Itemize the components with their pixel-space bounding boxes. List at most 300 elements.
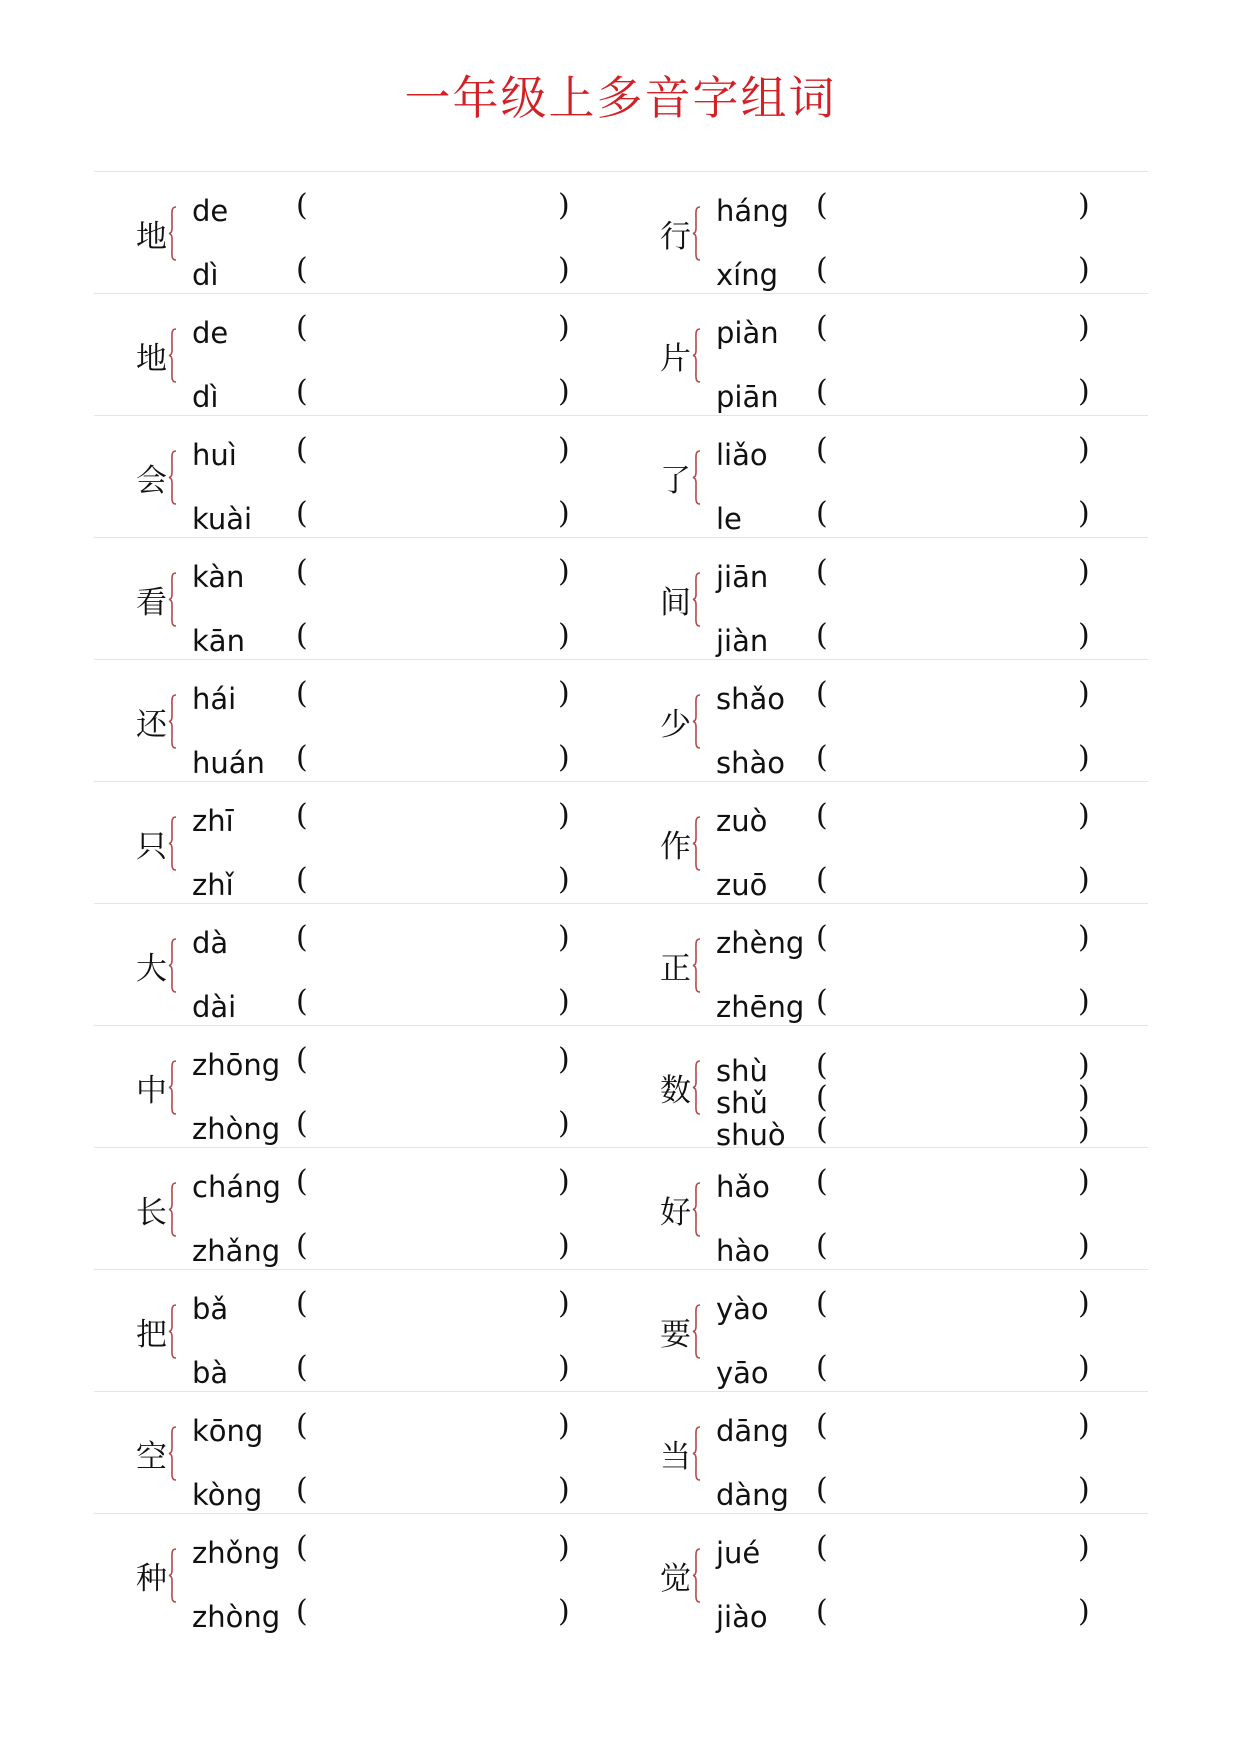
readings-group [716,1148,1146,1269]
readings-group [716,294,1146,415]
open-paren: ( [816,1530,828,1565]
open-paren: ( [296,984,308,1019]
pinyin-label: shǔ [716,1086,768,1120]
table-row [94,1513,1148,1635]
close-paren: ) [1078,1286,1090,1321]
open-paren: ( [816,798,828,833]
close-paren: ) [1078,920,1090,955]
pinyin-label: dāng [716,1414,789,1448]
close-paren: ) [1078,1164,1090,1199]
reading-line [192,374,622,418]
brace-icon [168,450,177,505]
open-paren: ( [296,1408,308,1443]
hanzi-char: 间 [660,585,691,621]
open-paren: ( [816,1286,828,1321]
open-paren: ( [296,1472,308,1507]
close-paren: ) [1078,496,1090,531]
open-paren: ( [816,554,828,589]
page-title: 一年级上多音字组词 [404,71,837,125]
polyphone-entry [618,782,1145,903]
open-paren: ( [296,310,308,345]
reading-line [192,1472,622,1516]
reading-line [192,1228,622,1272]
open-paren: ( [296,496,308,531]
brace-icon [692,450,701,505]
table-row [94,1391,1148,1513]
hanzi-char: 只 [136,829,167,865]
brace-icon [168,1182,177,1237]
table-row [94,1269,1148,1391]
readings-group [192,782,622,903]
pinyin-label: zuō [716,868,768,902]
open-paren: ( [296,676,308,711]
brace-icon [692,328,701,383]
pinyin-label: hǎo [716,1170,770,1204]
readings-group [716,172,1146,293]
reading-line [716,1228,1146,1272]
hanzi-char: 把 [136,1317,167,1353]
reading-line [716,1408,1146,1452]
open-paren: ( [816,432,828,467]
brace-icon [168,328,177,383]
open-paren: ( [816,252,828,287]
pinyin-label: kōng [192,1414,264,1448]
pinyin-label: zhèng [716,926,805,960]
open-paren: ( [296,1164,308,1199]
reading-line [716,676,1146,720]
table-row [94,903,1148,1025]
hanzi-char: 大 [136,951,167,987]
close-paren: ) [558,1228,570,1263]
pinyin-label: de [192,194,229,228]
close-paren: ) [1078,1594,1090,1629]
readings-group [192,1270,622,1391]
reading-line [716,554,1146,598]
open-paren: ( [816,676,828,711]
polyphone-entry [94,172,621,293]
open-paren: ( [296,1286,308,1321]
close-paren: ) [558,798,570,833]
polyphone-entry [618,294,1145,415]
polyphone-entry [94,1392,621,1513]
open-paren: ( [816,1594,828,1629]
open-paren: ( [296,374,308,409]
reading-line [192,740,622,784]
close-paren: ) [1078,374,1090,409]
brace-icon [692,1182,701,1237]
open-paren: ( [296,1350,308,1385]
pinyin-label: yào [716,1292,769,1326]
polyphone-entry [94,1026,621,1147]
reading-line [192,676,622,720]
reading-line [192,862,622,906]
hanzi-char: 空 [136,1439,167,1475]
brace-icon [692,816,701,871]
reading-line [716,984,1146,1028]
polyphone-entry [94,782,621,903]
table-row [94,1147,1148,1269]
brace-icon [168,1548,177,1603]
reading-line [192,1530,622,1574]
close-paren: ) [1078,740,1090,775]
open-paren: ( [296,188,308,223]
reading-line [716,252,1146,296]
brace-icon [692,206,701,261]
polyphone-entry [618,416,1145,537]
open-paren: ( [296,920,308,955]
readings-group [192,660,622,781]
close-paren: ) [558,1286,570,1321]
reading-line [716,920,1146,964]
pinyin-label: shù [716,1054,768,1088]
hanzi-char: 长 [136,1195,167,1231]
reading-line [192,496,622,540]
polyphone-entry [618,660,1145,781]
close-paren: ) [558,1164,570,1199]
hanzi-char: 会 [136,463,167,499]
open-paren: ( [296,740,308,775]
polyphone-entry [94,1148,621,1269]
close-paren: ) [558,740,570,775]
pinyin-label: piàn [716,316,779,350]
pinyin-label: zhǒng [192,1536,281,1570]
close-paren: ) [558,1106,570,1141]
hanzi-char: 地 [136,219,167,255]
polyphone-entry [94,416,621,537]
reading-line [192,252,622,296]
pinyin-label: liǎo [716,438,768,472]
open-paren: ( [296,252,308,287]
pinyin-label: jué [716,1536,761,1570]
reading-line [716,1164,1146,1208]
close-paren: ) [1078,862,1090,897]
open-paren: ( [816,862,828,897]
hanzi-char: 数 [660,1073,691,1109]
table-row [94,537,1148,659]
pinyin-label: zuò [716,804,768,838]
reading-line [716,1350,1146,1394]
readings-group [192,904,622,1025]
close-paren: ) [558,252,570,287]
open-paren: ( [816,1350,828,1385]
hanzi-char: 行 [660,219,691,255]
close-paren: ) [558,432,570,467]
readings-group [192,172,622,293]
close-paren: ) [558,618,570,653]
polyphone-entry [94,1514,621,1635]
polyphone-entry [94,1270,621,1391]
hanzi-char: 还 [136,707,167,743]
close-paren: ) [558,1530,570,1565]
reading-line [192,1350,622,1394]
reading-line [192,554,622,598]
polyphone-entry [618,1392,1145,1513]
open-paren: ( [296,1106,308,1141]
hanzi-char: 觉 [660,1561,691,1597]
close-paren: ) [1078,1112,1090,1147]
hanzi-char: 要 [660,1317,691,1353]
close-paren: ) [558,984,570,1019]
pinyin-label: zhī [192,804,234,838]
close-paren: ) [1078,618,1090,653]
brace-icon [168,938,177,993]
open-paren: ( [296,862,308,897]
reading-line [716,310,1146,354]
hanzi-char: 地 [136,341,167,377]
reading-line [716,496,1146,540]
close-paren: ) [1078,1228,1090,1263]
pinyin-label: jiào [716,1600,768,1634]
pinyin-label: hào [716,1234,770,1268]
open-paren: ( [296,798,308,833]
pinyin-label: zhòng [192,1600,281,1634]
reading-line [192,1408,622,1452]
polyphone-entry [618,1148,1145,1269]
reading-line [716,432,1146,476]
close-paren: ) [558,1472,570,1507]
close-paren: ) [558,496,570,531]
reading-line [716,1530,1146,1574]
table-row [94,781,1148,903]
table-row [94,171,1148,293]
close-paren: ) [1078,984,1090,1019]
close-paren: ) [1078,554,1090,589]
brace-icon [168,694,177,749]
close-paren: ) [1078,798,1090,833]
pinyin-label: zhōng [192,1048,281,1082]
readings-group [716,904,1146,1025]
hanzi-char: 片 [660,341,691,377]
close-paren: ) [558,310,570,345]
table-row [94,659,1148,781]
reading-line [716,1594,1146,1638]
hanzi-char: 好 [660,1195,691,1231]
readings-group [716,660,1146,781]
pinyin-label: huán [192,746,265,780]
hanzi-char: 少 [660,707,691,743]
pinyin-label: shǎo [716,682,786,716]
reading-line [192,984,622,1028]
open-paren: ( [816,1048,828,1083]
reading-line [192,1164,622,1208]
readings-group [192,538,622,659]
hanzi-char: 中 [136,1073,167,1109]
hanzi-char: 看 [136,585,167,621]
open-paren: ( [816,1080,828,1115]
reading-line [192,1106,622,1150]
readings-group [192,416,622,537]
readings-group [192,1392,622,1513]
open-paren: ( [816,1408,828,1443]
hanzi-char: 当 [660,1439,691,1475]
close-paren: ) [558,374,570,409]
readings-group [192,1148,622,1269]
open-paren: ( [296,432,308,467]
reading-line [192,798,622,842]
polyphone-entry [618,1026,1145,1152]
readings-group [716,1026,1146,1152]
brace-icon [168,572,177,627]
table-row [94,1025,1148,1152]
open-paren: ( [816,374,828,409]
reading-line [192,432,622,476]
close-paren: ) [558,188,570,223]
reading-line [192,1286,622,1330]
reading-line [716,798,1146,842]
pinyin-label: dì [192,380,219,414]
polyphone-entry [618,904,1145,1025]
reading-line [716,618,1146,662]
close-paren: ) [1078,1408,1090,1443]
open-paren: ( [816,310,828,345]
close-paren: ) [558,1042,570,1077]
pinyin-label: cháng [192,1170,281,1204]
close-paren: ) [1078,1080,1090,1115]
reading-line [716,188,1146,232]
readings-group [192,294,622,415]
reading-line [716,1286,1146,1330]
close-paren: ) [1078,676,1090,711]
brace-icon [168,1426,177,1481]
hanzi-char: 正 [660,951,691,987]
pinyin-label: le [716,502,742,536]
pinyin-label: dàng [716,1478,789,1512]
table-row [94,415,1148,537]
open-paren: ( [296,1594,308,1629]
pinyin-label: jiàn [716,624,769,658]
brace-icon [168,1304,177,1359]
reading-line [192,188,622,232]
readings-group [716,1514,1146,1635]
close-paren: ) [1078,1350,1090,1385]
pinyin-label: dài [192,990,237,1024]
readings-group [716,1270,1146,1391]
open-paren: ( [296,1530,308,1565]
brace-icon [692,938,701,993]
close-paren: ) [558,676,570,711]
close-paren: ) [1078,252,1090,287]
close-paren: ) [558,1594,570,1629]
pinyin-label: dà [192,926,229,960]
pinyin-label: jiān [716,560,769,594]
hanzi-char: 了 [660,463,691,499]
reading-line [192,1594,622,1638]
open-paren: ( [296,1228,308,1263]
close-paren: ) [558,1408,570,1443]
reading-line [716,740,1146,784]
readings-group [716,782,1146,903]
close-paren: ) [1078,188,1090,223]
open-paren: ( [816,188,828,223]
pinyin-label: kuài [192,502,253,536]
reading-line [192,310,622,354]
open-paren: ( [816,1228,828,1263]
close-paren: ) [1078,432,1090,467]
readings-group [192,1026,622,1147]
close-paren: ) [1078,1472,1090,1507]
brace-icon [168,816,177,871]
close-paren: ) [1078,1048,1090,1083]
close-paren: ) [1078,1530,1090,1565]
reading-line [716,1472,1146,1516]
pinyin-label: hái [192,682,237,716]
reading-line [192,618,622,662]
pinyin-label: yāo [716,1356,769,1390]
close-paren: ) [558,862,570,897]
brace-icon [692,1060,701,1115]
pinyin-label: piān [716,380,779,414]
close-paren: ) [1078,310,1090,345]
pinyin-label: de [192,316,229,350]
close-paren: ) [558,920,570,955]
open-paren: ( [296,1042,308,1077]
table-row [94,293,1148,415]
pinyin-label: kān [192,624,245,658]
pinyin-label: shuò [716,1118,786,1152]
brace-icon [168,206,177,261]
readings-group [716,1392,1146,1513]
open-paren: ( [816,1112,828,1147]
hanzi-char: 作 [660,829,691,865]
reading-line [192,1042,622,1086]
pinyin-label: kàn [192,560,245,594]
polyphone-entry [618,1270,1145,1391]
brace-icon [692,694,701,749]
reading-line [716,374,1146,418]
readings-group [192,1514,622,1635]
open-paren: ( [816,618,828,653]
polyphone-entry [618,538,1145,659]
pinyin-label: bà [192,1356,229,1390]
open-paren: ( [816,1164,828,1199]
polyphone-entry [94,294,621,415]
close-paren: ) [558,554,570,589]
polyphone-entry [94,660,621,781]
pinyin-label: háng [716,194,789,228]
pinyin-label: zhǐ [192,868,234,902]
open-paren: ( [816,740,828,775]
close-paren: ) [558,1350,570,1385]
reading-line [192,920,622,964]
polyphone-entry [618,172,1145,293]
readings-group [716,416,1146,537]
open-paren: ( [816,920,828,955]
readings-group [716,538,1146,659]
hanzi-char: 种 [136,1561,167,1597]
pinyin-label: bǎ [192,1292,229,1326]
brace-icon [692,572,701,627]
pinyin-label: zhǎng [192,1234,281,1268]
pinyin-label: xíng [716,258,779,292]
pinyin-label: kòng [192,1478,263,1512]
brace-icon [168,1060,177,1115]
pinyin-label: huì [192,438,237,472]
open-paren: ( [816,984,828,1019]
polyphone-table [94,171,1148,1635]
polyphone-entry [618,1514,1145,1635]
pinyin-label: shào [716,746,786,780]
brace-icon [692,1548,701,1603]
brace-icon [692,1426,701,1481]
pinyin-label: zhēng [716,990,805,1024]
pinyin-label: zhòng [192,1112,281,1146]
open-paren: ( [816,496,828,531]
open-paren: ( [816,1472,828,1507]
polyphone-entry [94,538,621,659]
pinyin-label: dì [192,258,219,292]
brace-icon [692,1304,701,1359]
open-paren: ( [296,554,308,589]
